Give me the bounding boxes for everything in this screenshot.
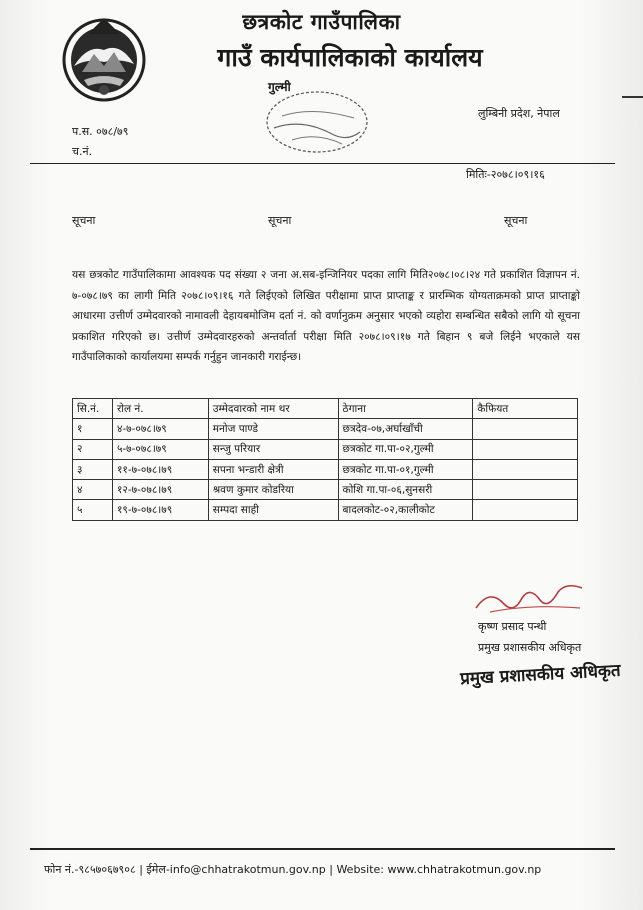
cell-address: कोशि गा.पा-०६,सुनसरी bbox=[338, 480, 473, 500]
col-address: ठेगाना bbox=[338, 399, 473, 419]
province-label: लुम्बिनी प्रदेश, नेपाल bbox=[478, 107, 560, 120]
cell-roll: ४-७-०७८।७९ bbox=[112, 419, 208, 439]
edge-mark bbox=[622, 96, 643, 98]
notice-heading-center: सूचना bbox=[268, 214, 292, 227]
table-row bbox=[73, 500, 578, 520]
cell-name: सपना भन्डारी क्षेत्री bbox=[208, 459, 338, 479]
cell-remarks bbox=[473, 419, 578, 439]
footer-divider bbox=[30, 848, 615, 850]
col-roll: रोल नं. bbox=[112, 399, 208, 419]
notice-heading-left: सूचना bbox=[72, 214, 96, 227]
cell-serial: ३ bbox=[73, 459, 113, 479]
cell-address: बादलकोट-०२,कालीकोट bbox=[338, 500, 473, 520]
header-divider bbox=[30, 163, 615, 164]
candidates-table bbox=[72, 398, 578, 521]
cell-remarks bbox=[473, 439, 578, 459]
cell-name: मनोज पाण्डे bbox=[208, 419, 338, 439]
signatory-title: प्रमुख प्रशासकीय अधिकृत bbox=[478, 641, 582, 654]
cell-name: सन्जु परियार bbox=[208, 439, 338, 459]
handwritten-signature bbox=[470, 578, 590, 618]
cell-name: सम्पदा साही bbox=[208, 500, 338, 520]
cell-address: छत्रकोट गा.पा-०२,गुल्मी bbox=[338, 439, 473, 459]
table-header-row bbox=[73, 399, 578, 419]
dispatch-number: च.नं. bbox=[72, 145, 93, 158]
col-name: उम्मेदवारको नाम थर bbox=[208, 399, 338, 419]
table-row bbox=[73, 459, 578, 479]
letter-number: प.स. ०७८/७९ bbox=[72, 125, 129, 138]
contact-footer: फोन नं.-९८५७०६७९०८ | ईमेल-info@chhatrakotmun.gov.np | Website: www.chhatrakotmun.gov.np bbox=[44, 863, 542, 876]
col-serial: सि.नं. bbox=[73, 399, 113, 419]
table-row bbox=[73, 419, 578, 439]
municipality-title: छत्रकोट गाउँपालिका bbox=[242, 10, 401, 34]
cell-address: छत्रदेव-०७,अर्घाखाँची bbox=[338, 419, 473, 439]
signatory-stamp: प्रमुख प्रशासकीय अधिकृत bbox=[459, 660, 622, 690]
cell-address: छत्रकोट गा.पा-०१,गुल्मी bbox=[338, 459, 473, 479]
notice-heading-right: सूचना bbox=[504, 214, 528, 227]
cell-serial: १ bbox=[73, 419, 113, 439]
district-label: गुल्मी bbox=[268, 80, 291, 94]
col-remarks: कैफियत bbox=[473, 399, 578, 419]
cell-remarks bbox=[473, 500, 578, 520]
office-seal-stamp bbox=[262, 88, 372, 156]
office-title: गाउँ कार्यपालिकाको कार्यालय bbox=[217, 43, 483, 72]
cell-roll: ५-७-०७८।७९ bbox=[112, 439, 208, 459]
cell-remarks bbox=[473, 480, 578, 500]
table-row bbox=[73, 439, 578, 459]
signatory-name: कृष्ण प्रसाद पन्थी bbox=[478, 620, 547, 633]
cell-serial: ४ bbox=[73, 480, 113, 500]
cell-serial: २ bbox=[73, 439, 113, 459]
notice-body: यस छत्रकोट गाउँपालिकामा आवश्यक पद संख्या २ जना अ.सब-इन्जिनियर पदका लागि मिति२०७८।०८।२४ गते प्रकाशित विज्ञापन नं. ७-०७८।७९ का लागी मिति २०७८।०९।१६ गते लिईएको लिखित परीक्षामा प्राप्त प्राप्ताङ्क र प्रारम्भिक योग्यताक्रमको प्राप्त प्राप्ताङ्को आधारमा उत्तीर्ण उम्मेदवारको नामावली देहायबमोजिम दर्ता नं. को वर्णानुक्रम अनुसार भएको व्यहोरा सम्बन्धित सबैको लागि यो सूचना प्रकाशित गरिएको छ। उत्तीर्ण उम्मेदवारहरुको अन्तर्वार्ता परीक्षा मिति २०७८।०९।१७ गते बिहान ९ बजे लिईने भएकाले यस गाउँपालिकाको कार्यालयमा सम्पर्क गर्नुहुन जानकारी गराईन्छ। bbox=[72, 269, 580, 364]
cell-roll: १९-७-०७८।७९ bbox=[112, 500, 208, 520]
cell-roll: ११-७-०७८।७९ bbox=[112, 459, 208, 479]
table-row bbox=[73, 480, 578, 500]
cell-name: श्रवण कुमार कोडरिया bbox=[208, 480, 338, 500]
cell-roll: १२-७-०७८।७९ bbox=[112, 480, 208, 500]
cell-remarks bbox=[473, 459, 578, 479]
notice-date: मितिः-२०७८।०९।१६ bbox=[466, 168, 545, 181]
cell-serial: ५ bbox=[73, 500, 113, 520]
